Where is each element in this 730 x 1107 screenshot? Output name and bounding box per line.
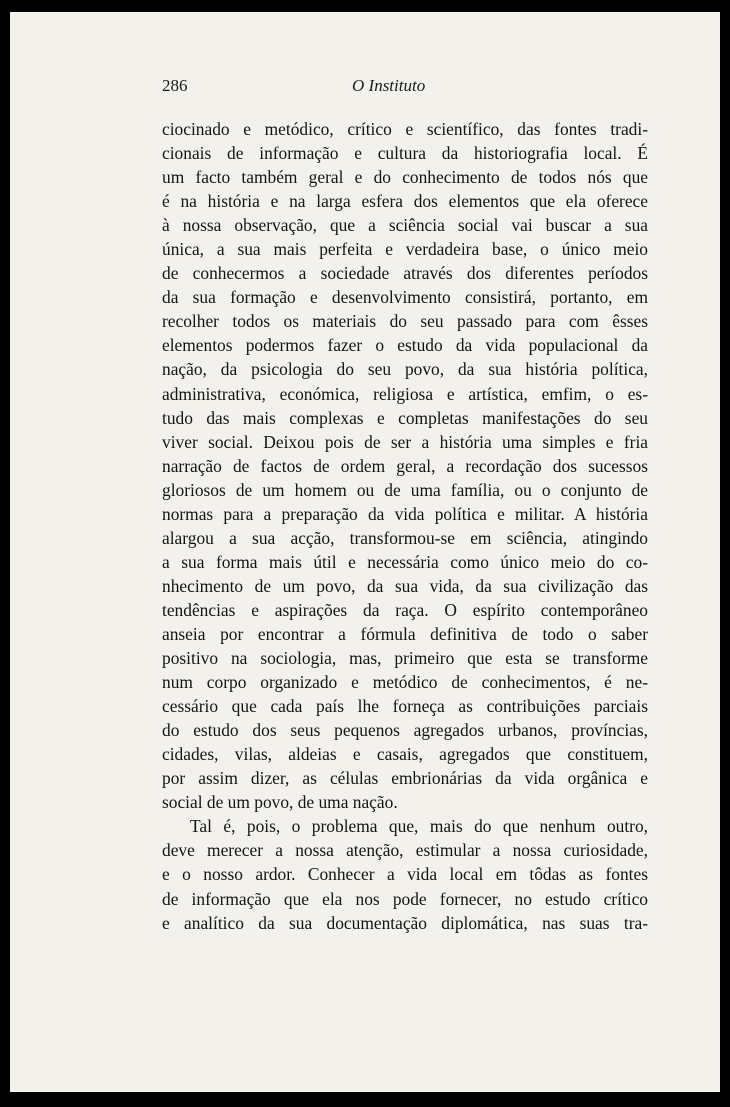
text-line: cionais de informação e cultura da historiografia local. É: [162, 143, 648, 164]
book-page: [10, 12, 720, 1092]
text-line: a sua forma mais útil e necessária como único meio do co-: [162, 551, 648, 572]
text-line: do estudo dos seus pequenos agregados urbanos, províncias,: [162, 720, 648, 741]
body-text: [162, 117, 648, 935]
text-line: um facto também geral e do conhecimento de todos nós que: [162, 167, 648, 188]
text-line: positivo na sociologia, mas, primeiro que esta se transforme: [162, 648, 648, 669]
text-line: de informação que ela nos pode fornecer, no estudo crítico: [162, 888, 648, 909]
text-line: social de um povo, de uma nação.: [162, 792, 398, 813]
text-line: tudo das mais complexas e completas manifestações do seu: [162, 407, 648, 428]
page-header: [162, 76, 652, 106]
text-line: por assim dizer, as células embrionárias da vida orgânica e: [162, 768, 648, 789]
text-line: elementos podermos fazer o estudo da vida populacional da: [162, 335, 648, 356]
running-title: O Instituto: [352, 76, 426, 95]
text-line: nhecimento de um povo, da sua vida, da sua civilização das: [162, 575, 648, 596]
text-line: ciocinado e metódico, crítico e scientífico, das fontes tradi-: [162, 119, 648, 139]
text-line: da sua formação e desenvolvimento consistirá, portanto, em: [162, 287, 648, 308]
text-line: única, a sua mais perfeita e verdadeira base, o único meio: [162, 239, 648, 260]
text-line: tendências e aspirações da raça. O espírito contemporâneo: [162, 599, 648, 620]
text-line: cessário que cada país lhe forneça as contribuições parciais: [162, 696, 648, 717]
text-line: de conhecermos a sociedade através dos diferentes períodos: [162, 263, 648, 284]
text-line: nação, da psicologia do seu povo, da sua história política,: [162, 359, 648, 380]
text-line: alargou a sua acção, transformou-se em sciência, atingindo: [162, 527, 648, 548]
text-line: deve merecer a nossa atenção, estimular a nossa curiosidade,: [162, 840, 648, 861]
text-line: normas para a preparação da vida política e militar. A história: [162, 503, 648, 524]
page-number: 286: [162, 76, 188, 95]
text-line: anseia por encontrar a fórmula definitiva de todo o saber: [162, 623, 648, 644]
text-line: é na história e na larga esfera dos elementos que ela oferece: [162, 191, 648, 212]
text-line: à nossa observação, que a sciência social vai buscar a sua: [162, 215, 648, 236]
paragraph: [162, 117, 648, 814]
paragraph: [162, 814, 648, 934]
text-line: cidades, vilas, aldeias e casais, agregados que constituem,: [162, 744, 648, 765]
text-line: narração de factos de ordem geral, a recordação dos sucessos: [162, 455, 648, 476]
text-line: viver social. Deixou pois de ser a história uma simples e fria: [162, 431, 648, 452]
text-line: e analítico da sua documentação diplomática, nas suas tra-: [162, 912, 648, 933]
text-line: gloriosos de um homem ou de uma família, ou o conjunto de: [162, 479, 648, 500]
text-line: recolher todos os materiais do seu passado para com êsses: [162, 311, 648, 332]
text-line: num corpo organizado e metódico de conhecimentos, é ne-: [162, 672, 648, 693]
text-line: administrativa, económica, religiosa e artística, emfim, o es-: [162, 383, 648, 404]
text-line: Tal é, pois, o problema que, mais do que nenhum outro,: [190, 816, 648, 837]
text-line: e o nosso ardor. Conhecer a vida local em tôdas as fontes: [162, 864, 648, 885]
